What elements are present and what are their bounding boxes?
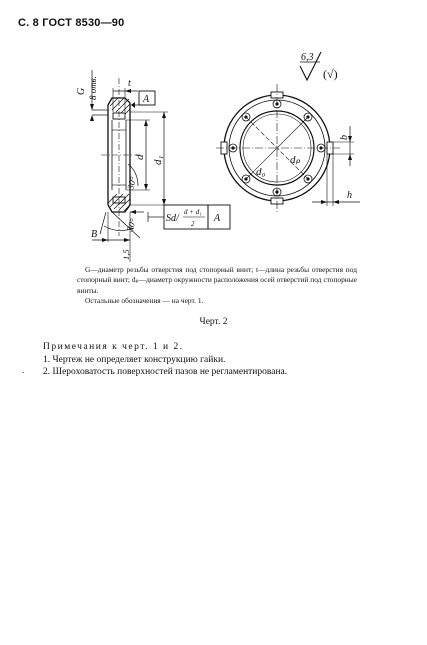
dim-t-label: t [128,78,131,89]
drawing-caption [77,265,357,307]
dim-d-label: d [134,154,146,160]
caption-other: Остальные обозначения — на черт. 1. [85,296,204,306]
notes-heading: Примечания к черт. 1 и 2. [43,342,184,352]
dim-b-label: B [91,229,98,240]
caption-definitions: G—диаметр резьбы отверстия под стопорный винт; t—длина резьбы отверстия под стопорный винт; dₚ—диаметр окружности расположения осей отверстий под стопорные винты. [77,265,357,295]
tolerance-datum-label: A [214,213,221,224]
roughness-paren: (√) [323,67,338,81]
dim-d0-label: d₀ [256,166,266,178]
dim-b-right-label: b [339,135,350,140]
roughness-value: 6,3 [301,52,314,63]
datum-a-label: A [143,94,150,105]
figure-title: Черт. 2 [199,317,228,327]
thread-note: 8 отв. [88,76,98,100]
angle-bottom-label: 30° [124,217,139,233]
chamfer-label: 1,5 [121,249,131,260]
thread-label: G [76,87,87,95]
note-item-2: 2. Шероховатость поверхностей пазов не регламентирована. [43,367,288,377]
dim-h-label: h [347,190,352,201]
front-view [216,84,360,214]
tolerance-frac-num: d + d₁ [184,208,202,216]
angle-top-label: 30° [125,175,139,191]
dim-dp-label: dₚ [290,154,301,166]
tolerance-text: Sd/ [166,213,179,224]
margin-dot: . [22,365,25,375]
dim-d1-label: d₁ [152,155,164,165]
notes-block [43,341,287,379]
tolerance-frac-den: 2 [191,220,195,228]
note-item-1: 1. Чертеж не определяет конструкцию гайки. [43,354,226,365]
technical-drawing [0,0,427,270]
section-view [76,70,230,262]
roughness-symbol [300,52,338,81]
page-header: С. 8 ГОСТ 8530—90 [18,17,125,29]
